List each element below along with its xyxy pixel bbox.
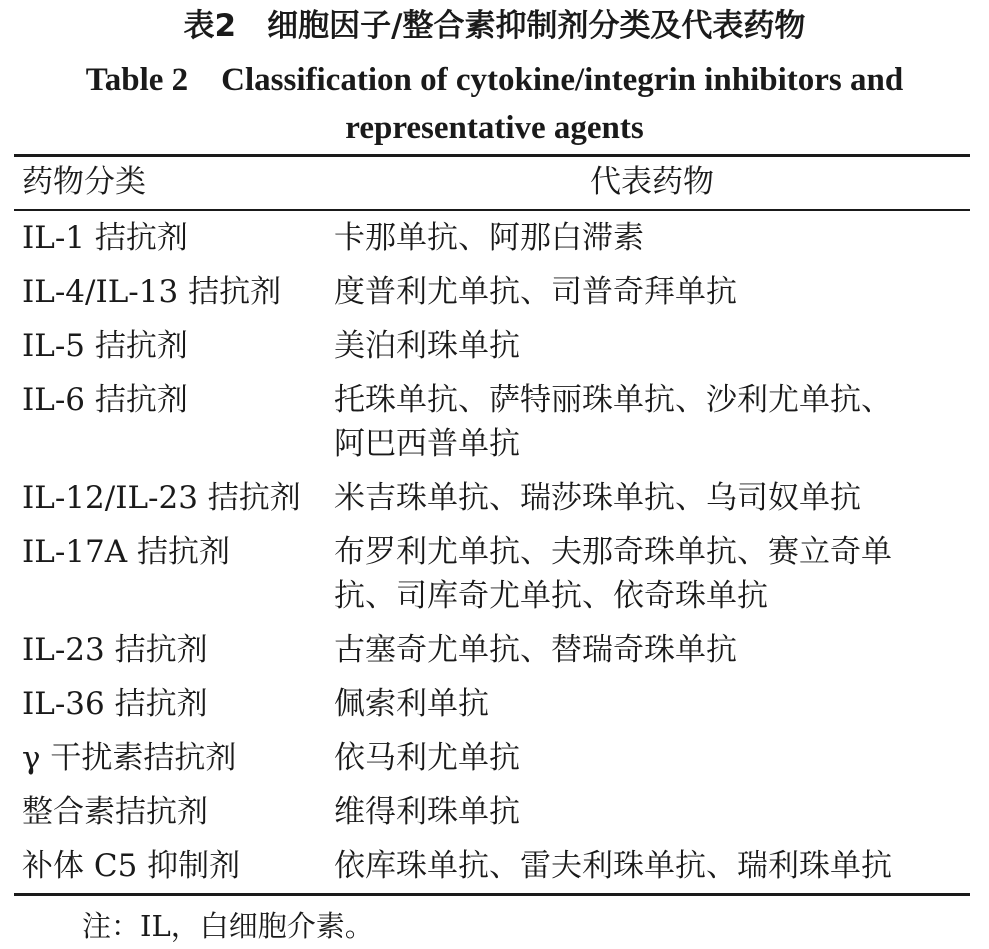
representative-agents-cell xyxy=(334,378,958,466)
agents-line: 佩索利单抗 xyxy=(334,686,489,722)
table-title-cn: 表2 细胞因子/整合素抑制剂分类及代表药物 xyxy=(183,8,806,44)
agents-line: 依马利尤单抗 xyxy=(334,740,520,776)
representative-agents-cell xyxy=(334,270,958,314)
table-bottom-rule xyxy=(14,893,970,896)
drug-category-cell: 整合素拮抗剂 xyxy=(22,794,208,830)
agents-line: 阿巴西普单抗 xyxy=(334,426,520,462)
drug-category-cell: IL-6 拮抗剂 xyxy=(22,382,188,418)
agents-line: 美泊利珠单抗 xyxy=(334,328,520,364)
agents-line: 米吉珠单抗、瑞莎珠单抗、乌司奴单抗 xyxy=(334,480,861,516)
header-drug-category: 药物分类 xyxy=(22,164,146,200)
agents-line: 抗、司库奇尤单抗、依奇珠单抗 xyxy=(334,578,768,614)
representative-agents-cell xyxy=(334,530,958,618)
drug-category-cell: IL-36 拮抗剂 xyxy=(22,686,208,722)
drug-category-cell: IL-17A 拮抗剂 xyxy=(22,534,230,570)
agents-line: 度普利尤单抗、司普奇拜单抗 xyxy=(334,274,737,310)
drug-category-cell: IL-5 拮抗剂 xyxy=(22,328,188,364)
table-title-en-line2: representative agents xyxy=(345,110,644,146)
drug-category-cell: γ 干扰素拮抗剂 xyxy=(22,740,237,776)
agents-line: 古塞奇尤单抗、替瑞奇珠单抗 xyxy=(334,632,737,668)
representative-agents-cell xyxy=(334,682,958,726)
table-header-rule xyxy=(14,209,970,211)
representative-agents-cell xyxy=(334,216,958,260)
representative-agents-cell xyxy=(334,790,958,834)
representative-agents-cell xyxy=(334,628,958,672)
drug-category-cell: 补体 C5 抑制剂 xyxy=(22,848,241,884)
representative-agents-cell xyxy=(334,844,958,888)
drug-category-cell: IL-4/IL-13 拮抗剂 xyxy=(22,274,282,310)
drug-category-cell: IL-12/IL-23 拮抗剂 xyxy=(22,480,301,516)
table-footnote: 注：IL，白细胞介素。 xyxy=(82,909,374,943)
representative-agents-cell xyxy=(334,476,958,520)
agents-line: 托珠单抗、萨特丽珠单抗、沙利尤单抗、 xyxy=(334,382,892,418)
agents-line: 卡那单抗、阿那白滞素 xyxy=(334,220,644,256)
header-representative-agents: 代表药物 xyxy=(590,164,714,200)
drug-category-cell: IL-1 拮抗剂 xyxy=(22,220,188,256)
table-title-en-line1: Table 2 Classification of cytokine/integrin inhibitors and xyxy=(85,62,904,98)
agents-line: 维得利珠单抗 xyxy=(334,794,520,830)
agents-line: 依库珠单抗、雷夫利珠单抗、瑞利珠单抗 xyxy=(334,848,892,884)
table-top-rule xyxy=(14,154,970,157)
drug-category-cell: IL-23 拮抗剂 xyxy=(22,632,208,668)
representative-agents-cell xyxy=(334,736,958,780)
agents-line: 布罗利尤单抗、夫那奇珠单抗、赛立奇单 xyxy=(334,534,892,570)
representative-agents-cell xyxy=(334,324,958,368)
